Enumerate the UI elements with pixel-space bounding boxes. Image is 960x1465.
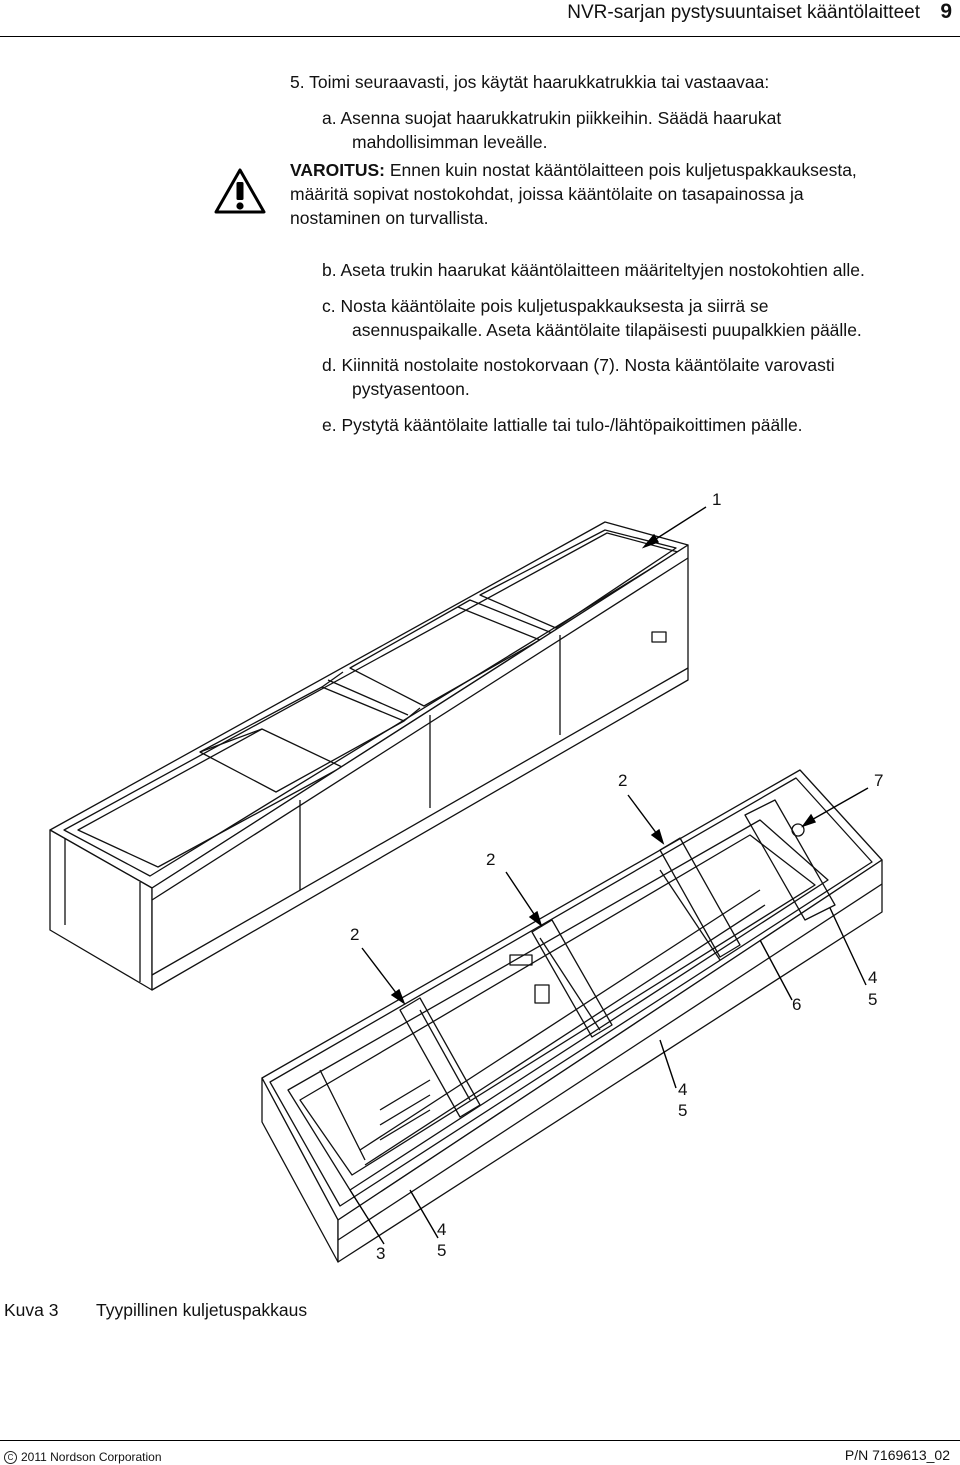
step-b: b. Aseta trukin haarukat kääntölaitteen määriteltyjen nostokohtien alle. [322,260,865,280]
callout-4-right: 4 [868,968,878,987]
step-5: 5. Toimi seuraavasti, jos käytät haarukkatrukkia tai vastaavaa: [290,72,770,92]
running-header-title: NVR-sarjan pystysuuntaiset kääntölaitteet [567,2,920,23]
step-c-line2: asennuspaikalle. Aseta kääntölaite tilapäisesti puupalkkien päälle. [352,320,862,340]
step-a-line2: mahdollisimman leveälle. [352,132,548,152]
step-a-line1: a. Asenna suojat haarukkatrukin piikkeihin. Säädä haarukat [322,108,782,128]
callout-4-middle: 4 [678,1080,688,1099]
warning-text-1: Ennen kuin nostat kääntölaitteen pois kuljetuspakkauksesta, [384,160,857,180]
warning-line3: nostaminen on turvallista. [290,208,489,228]
copyright-text: 2011 Nordson Corporation [21,1450,162,1464]
step-d-line2: pystyasentoon. [352,379,470,399]
callout-5-right: 5 [868,990,878,1009]
footer-rule [0,1440,960,1441]
callout-1: 1 [712,490,722,509]
warning-icon [214,168,266,214]
shipping-crate-figure [0,470,960,1290]
callout-5-bottom: 5 [437,1241,447,1260]
callout-2-left: 2 [350,925,360,944]
step-c-line1: c. Nosta kääntölaite pois kuljetuspakkauksesta ja siirrä se [322,296,769,316]
footer-part-number: P/N 7169613_02 [844,1447,950,1463]
callout-7: 7 [874,771,884,790]
callout-2-top: 2 [618,771,628,790]
warning-line1 [290,158,857,182]
footer-copyright [4,1450,162,1464]
callout-3: 3 [376,1244,386,1263]
figure-caption-number: Kuva 3 [4,1300,59,1320]
header-rule [0,36,960,37]
warning-line2: määritä sopivat nostokohdat, joissa kääntölaite on tasapainossa ja [290,184,804,204]
copyright-icon: C [4,1451,17,1464]
callout-4-bottom: 4 [437,1220,447,1239]
step-d-line1: d. Kiinnitä nostolaite nostokorvaan (7). Nosta kääntölaite varovasti [322,355,835,375]
callout-5-middle: 5 [678,1101,688,1120]
page-number: 9 [940,0,952,23]
figure-caption-text: Tyypillinen kuljetuspakkaus [96,1300,308,1320]
callout-2-middle: 2 [486,850,496,869]
callout-6: 6 [792,995,802,1014]
warning-label: VAROITUS: [290,160,385,180]
step-e: e. Pystytä kääntölaite lattialle tai tulo-/lähtöpaikoittimen päälle. [322,415,803,435]
